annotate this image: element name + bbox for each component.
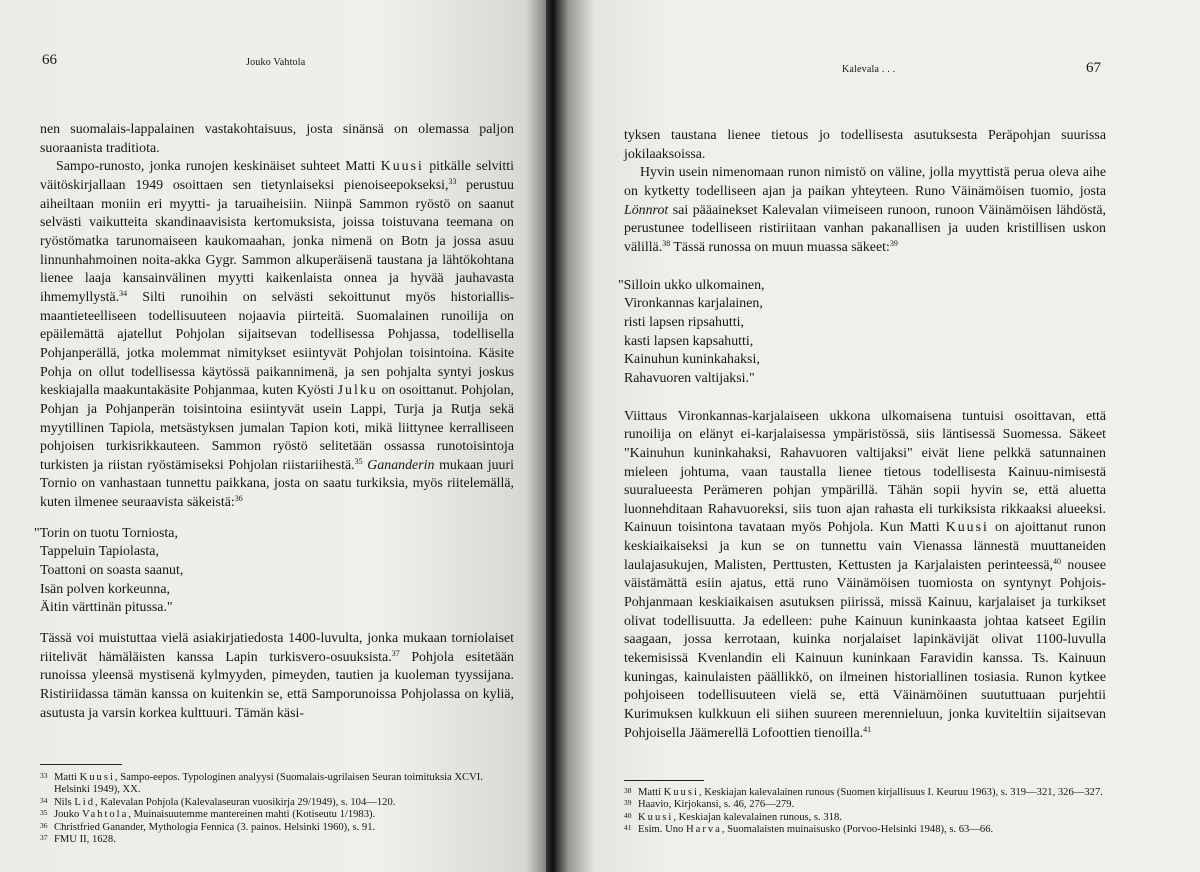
verse-line: Kainuhun kuninkahaksi,	[624, 352, 760, 368]
paragraph: tyksen taustana lienee tietous jo todellisesta asutuksesta Peräpohjan suurissa jokilaaksoissa.	[624, 128, 1106, 162]
verse-line: Tappeluin Tapiolasta,	[40, 544, 159, 560]
footnote: 37 FMU II, 1628.	[40, 833, 116, 846]
running-head: Jouko Vahtola	[246, 57, 306, 68]
footnote: 34 Nils Lid, Kalevalan Pohjola (Kalevalaseuran vuosikirja 29/1949), s. 104—120.	[40, 795, 396, 808]
footnote-ref[interactable]: 33	[448, 176, 457, 186]
verse-line: Isän polven korkeunna,	[40, 581, 170, 597]
paragraph: Viittaus Vironkannas-karjalaiseen ukkona ulkomaisena tuntuisi osoittavan, että runoilija on elänyt ei-karjalaisessa ympäristössä, siis läntisessä Suomessa. Säkeet "Kainuhun kuninkahaksi, Rahavuoren valtijaksi" eivät liene pelkkä satunnainen mieleen johtuma, vaan taustalla lienee tietous todellisesta Kainuu-nimisestä suuralueesta Perämeren pohjan ympärillä. Tähän sopii hyvin se, että aluetta luonnehditaan Rahavuoreksi, siis tuon ajan rahasta eli turkiksista rikkaaksi alueeksi. Kainuun toisintona tavataan myös Pohjola. Kun Matti Kuusi on ajoittanut runon keskiaikaiseksi ja kun se on tunnettu vain Vienassa lännestä muuttaneiden laulajasukujen, Malisten, Perttusten, Kettusten ja Karjalaisten perinteessä,$^{40}$ nousee väistämättä esiin ajatus, että runo Väinämöisen tuomiosta on syntynyt Pohjois-Pohjanmaan keskiaikaisen asutuksen piirissä, missä Kainuu, karjalaiset ja turkikset olivat todellisuutta. Ja edelleen: puhe Kainuun kuninkaasta johtaa katseet Egilin saagaan, jossa kerrotaan, kuinka norjalaiset lapinkävijät olivat 1100-luvulla tekemisissä Kvenlandin eli Kainuun kuninkaan Faravidin kanssa. Ts. Kainuun kuningas, kainulaisten päällikkö, on ilmeinen historiallinen tosiasia. Runon kytkee pohjoiseen todellisuuteen vielä se, että Väinämöinen suututtuaan purjehtii Kurimuksen kulkkuun eli siihen suureen merennieluun, jonka kuviteltiin sijaitsevan Pohjoisella Jäämerellä Lofoottien tienoilla.$^{41}$	[624, 408, 1106, 741]
footnote: 39 Haavio, Kirjokansi, s. 46, 276—279.	[624, 798, 795, 811]
footnote: 36 Christfried Ganander, Mythologia Fennica (3. painos. Helsinki 1960), s. 91.	[40, 820, 376, 833]
verse-block	[618, 277, 1106, 389]
footnote-rule	[40, 764, 122, 765]
author-name: Kuusi	[380, 159, 424, 175]
page-number: 66	[42, 52, 57, 68]
verse-line: "Silloin ukko ulkomainen,	[618, 277, 765, 293]
verse-line: Vironkannas karjalainen,	[624, 296, 763, 312]
verse-line: "Torin on tuotu Torniosta,	[34, 525, 178, 541]
verse-line: kasti lapsen kapsahutti,	[624, 333, 754, 349]
paragraph: Tässä voi muistuttaa vielä asiakirjatiedosta 1400-luvulta, jonka mukaan torniolaiset riitelivät hämäläisten kanssa Lapin turkisvero-osuuksista.$^{37}$ Pohjola esitetään runoissa yleensä mystisenä kylmyyden, pimeyden, tautien ja kuoleman tyyssijana. Ristiriidassa tämän kanssa on kuitenkin se, että Samporunoissa Pohjolassa on kyliä, asutusta ja varsin korkea kulttuuri. Tämän käsi-	[40, 631, 514, 721]
footnote-ref[interactable]: 38	[662, 238, 671, 248]
paragraph: nen suomalais-lappalainen vastakohtaisuus, josta sinänsä on olemassa paljon suoraanista traditiota.	[40, 122, 514, 156]
footnote: 35 Jouko Vahtola, Muinaisuutemme mantereinen mahti (Kotiseutu 1/1983).	[40, 808, 376, 821]
footnote-ref[interactable]: 41	[863, 724, 872, 734]
author-name: Kuusi	[945, 520, 989, 536]
footnotes	[624, 787, 1106, 837]
verse-line: Rahavuoren valtijaksi."	[624, 370, 755, 386]
running-head: Kalevala . . .	[842, 64, 896, 75]
paragraph: Sampo-runosto, jonka runojen keskinäiset suhteet Matti Kuusi pitkälle selvitti väitöskirjallaan 1949 osoittaen sen tietynlaiseksi pienoiseepokseksi,$^{33}$ perustuu aiheiltaan moniin eri myytti- ja taruaiheisiin. Niinpä Sammon ryöstö on saanut selvästi vaikutteita skandinaavisista kertomuksista, joissa toistuvana teemana on ryöstömatka tarunomaiseen kaukomaahan, jonka nimenä on Botn ja jossa asuu linnunhahmoinen noita-akka Gygr. Sammon alkuperäisenä taustana ja lähtökohtana lienee laaja kansainvälinen myytti kaikenlaista onnea ja hyvää jauhavasta ihmemyllystä.$^{34}$ Silti runoihin on selvästi sekoittunut myös historiallis-maantieteelliseen todellisuuteen nojaavia piirteitä. Suomalainen runoilija on epäilemättä ajatellut Pohjolan sijaitsevan todellisessa Pohjassa, todellisella Pohjanperällä, jotka molemmat nimitykset esiintyvät Pohjolan toisintoina. Käsite Pohja on ollut todellisessa käytössä paikannimenä, ja sen pohjalta syntyi joskus keskiajalla maakuntakäsite Pohjanmaa, kuten Kyösti Julku on osoittanut. Pohjolan, Pohjan ja Pohjanperän toisintoina esiintyvät usein Lappi, Turja ja Rutja sekä myytillinen Tapiola, metsästyksen jumalan Tapion koti, mikä liittynee kerralliseen pohjoisen turkisrikkauteen. Sammon ryöstö selitetään ossassa runotoisintoja turkisten ja riistan ryöstämiseksi Pohjolan riistariihestä.$^{35}$ Gananderin mukaan juuri Tornio on vanhastaan tunnettu paikkana, josta on saatu turkiksia, myös riitelemällä, kuten ilmenee seuraavista säkeistä:$^{36}$	[40, 159, 514, 511]
footnote-ref[interactable]: 37	[391, 648, 400, 658]
verse-line: risti lapsen ripsahutti,	[624, 314, 744, 330]
author-name: Julku	[337, 383, 378, 399]
paragraph: Hyvin usein nimenomaan runon nimistö on väline, jolla myyttistä perua oleva aihe on kytketty todelliseen ajan ja paikan yhteyteen. Runo Väinämöisen tuomio, josta Lönnrot sai pääainekset Kalevalan viimeiseen runoon, runoon Väinämöisen lähdöstä, perustunee todelliseen ristiriitaan vanhan pakanallisen ja uuden kristillisen uskon välillä.$^{38}$ Tässä runossa on muun muassa säkeet:$^{39}$	[624, 165, 1106, 255]
footnote: 40 Kuusi, Keskiajan kalevalainen runous, s. 318.	[624, 810, 842, 823]
verse-line: Äitin värttinän pitussa."	[40, 600, 173, 616]
body-text	[618, 127, 1106, 743]
footnote: 41 Esim. Uno Harva, Suomalaisten muinaisusko (Porvoo-Helsinki 1948), s. 63—66.	[624, 823, 994, 836]
footnotes	[40, 772, 514, 846]
verse-line: Toattoni on soasta saanut,	[40, 563, 184, 579]
left-page	[0, 0, 548, 872]
page-number: 67	[1086, 60, 1101, 76]
footnote-rule	[624, 780, 704, 781]
footnote: 38 Matti Kuusi, Keskiajan kalevalainen runous (Suomen kirjallisuus I. Keuruu 1963), s. 319—321, 326—327.	[624, 786, 1103, 798]
body-text	[34, 121, 514, 723]
footnote-ref[interactable]: 39	[889, 238, 898, 248]
footnote-ref[interactable]: 36	[234, 494, 243, 504]
footnote: 33 Matti Kuusi, Sampo-eepos. Typologinen analyysi (Suomalais-ugrilaisen Seuran toimituksia XCVI. Helsinki 1949), XX.	[40, 771, 483, 796]
footnote-ref[interactable]: 35	[354, 456, 363, 466]
verse-block	[34, 525, 514, 618]
footnote-ref[interactable]: 34	[119, 288, 128, 298]
footnote-ref[interactable]: 40	[1052, 556, 1061, 566]
